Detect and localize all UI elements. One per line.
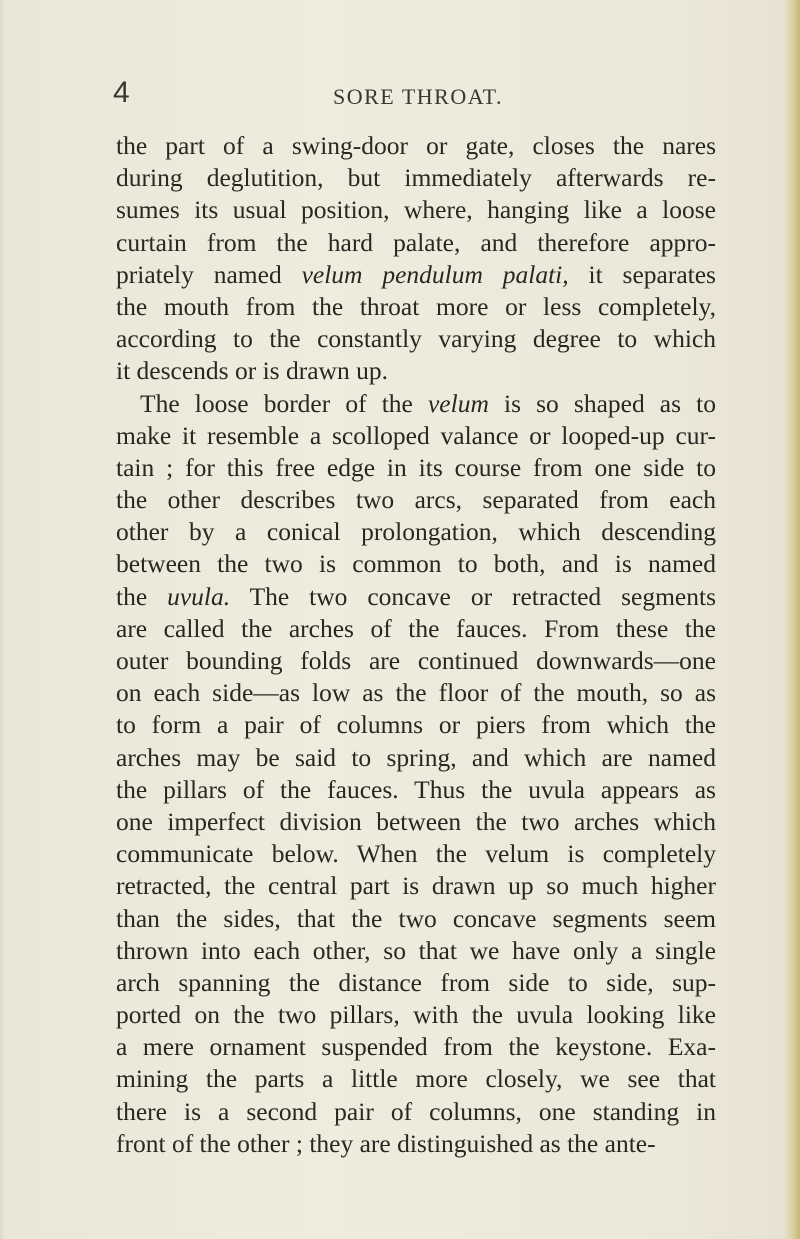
text-run: according to the constantly varying degree to which — [116, 324, 716, 354]
text-run: between the two is common to both, and is named — [116, 549, 716, 579]
text-line — [116, 227, 716, 259]
page-gutter-shadow — [0, 0, 6, 1239]
text-run: to form a pair of columns or piers from which the — [116, 710, 716, 740]
text-run: the other describes two arcs, separated from each — [116, 485, 716, 515]
text-run: a mere ornament suspended from the keystone. Exa- — [116, 1032, 716, 1062]
text-run: thrown into each other, so that we have only a single — [116, 935, 716, 965]
page-number: 4 — [113, 76, 130, 109]
text-run: there is a second pair of columns, one standing in — [116, 1096, 716, 1126]
text-line — [116, 420, 716, 452]
text-run: on each side—as low as the floor of the mouth, so as — [116, 678, 716, 708]
text-run: it descends or is drawn up. — [116, 356, 388, 386]
text-run: sumes its usual position, where, hanging like a loose — [116, 195, 716, 225]
page-edge — [784, 0, 800, 1239]
text-run: priately named — [116, 259, 302, 289]
text-run: The loose border of the — [140, 388, 428, 418]
text-run: communicate below. When the velum is completely — [116, 839, 716, 869]
text-line — [116, 1031, 716, 1063]
text-line — [116, 709, 716, 741]
text-run: it separates — [568, 259, 716, 289]
body-text — [116, 130, 716, 1160]
italic-term: velum pendulum palati, — [301, 259, 569, 289]
text-line — [116, 452, 716, 484]
text-run: mining the parts a little more closely, we see that — [116, 1064, 716, 1094]
text-line — [116, 581, 716, 613]
text-line — [116, 130, 716, 162]
text-run: the pillars of the fauces. Thus the uvula appears as — [116, 774, 716, 804]
text-run: outer bounding folds are continued downwards—one — [116, 646, 716, 675]
text-line — [116, 484, 716, 516]
text-line — [116, 291, 716, 323]
text-line — [116, 388, 716, 420]
text-line — [116, 645, 716, 677]
text-line — [116, 999, 716, 1031]
text-line — [116, 838, 716, 870]
text-line — [116, 903, 716, 935]
text-run: are called the arches of the fauces. From these the — [116, 613, 716, 643]
text-line — [116, 323, 716, 355]
text-line — [116, 1096, 716, 1128]
text-line — [116, 935, 716, 967]
text-line — [116, 613, 716, 645]
text-run: than the sides, that the two concave segments seem — [116, 903, 716, 933]
text-line — [116, 259, 716, 291]
text-run: arches may be said to spring, and which are named — [116, 742, 716, 772]
text-line — [116, 774, 716, 806]
paragraph — [116, 130, 716, 388]
text-run: curtain from the hard palate, and therefore appro- — [116, 227, 716, 257]
text-line — [116, 742, 716, 774]
text-run: tain ; for this free edge in its course from one side to — [116, 452, 716, 482]
text-line — [116, 548, 716, 580]
text-line — [116, 806, 716, 838]
text-run: one imperfect division between the two arches which — [116, 806, 716, 836]
italic-term: velum — [427, 388, 489, 418]
text-line — [116, 162, 716, 194]
text-run: is so shaped as to — [488, 388, 716, 418]
text-run: The two concave or retracted segments — [230, 581, 716, 611]
paragraph — [116, 388, 716, 1161]
text-line — [116, 355, 716, 387]
text-run: the mouth from the throat more or less completely, — [116, 291, 716, 321]
running-head: SORE THROAT. — [333, 84, 503, 109]
italic-term: uvula. — [167, 581, 231, 611]
text-run: other by a conical prolongation, which descending — [116, 517, 716, 547]
text-line — [116, 967, 716, 999]
text-line — [116, 870, 716, 902]
text-run: the part of a swing-door or gate, closes the nares — [116, 131, 716, 160]
text-line — [116, 194, 716, 226]
text-run: during deglutition, but immediately afterwards re- — [116, 163, 716, 193]
text-line — [116, 516, 716, 548]
text-run: arch spanning the distance from side to side, sup- — [116, 967, 716, 997]
text-run: retracted, the central part is drawn up so much higher — [116, 871, 716, 901]
text-run: front of the other ; they are distinguished as the ante- — [116, 1128, 656, 1158]
text-line — [116, 1063, 716, 1095]
text-line — [116, 1128, 716, 1160]
text-run: the — [116, 581, 168, 611]
text-line — [116, 677, 716, 709]
text-run: make it resemble a scolloped valance or looped-up cur- — [116, 420, 716, 450]
text-run: ported on the two pillars, with the uvula looking like — [116, 1000, 716, 1030]
